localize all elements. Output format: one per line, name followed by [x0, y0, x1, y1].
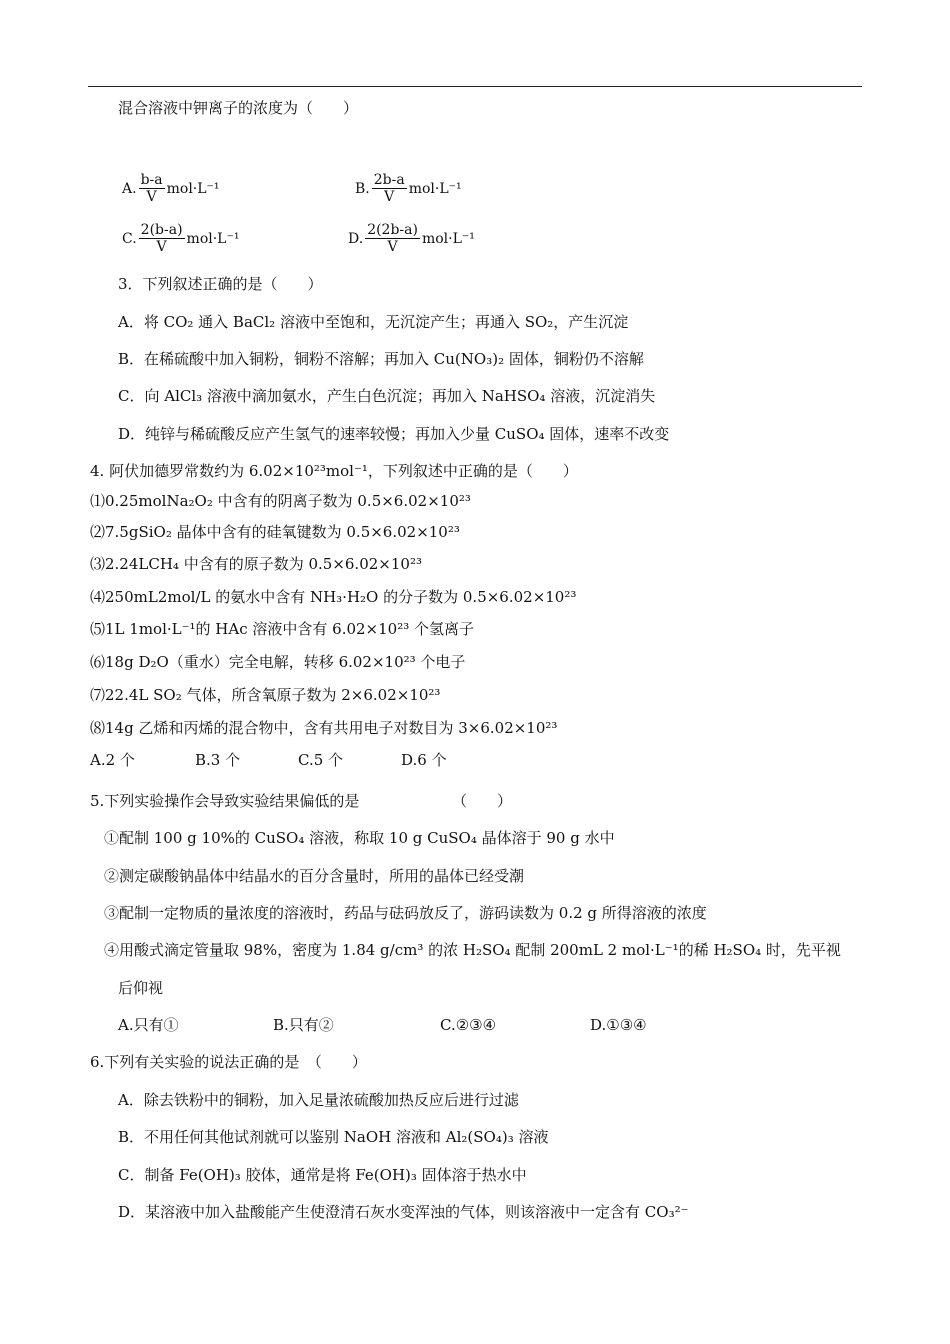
q3-option-b: B．在稀硫酸中加入铜粉，铜粉不溶解；再加入 Cu(NO₃)₂ 固体，铜粉仍不溶解	[118, 350, 644, 368]
q2-option-b: B. $\frac{2b-a}{V}$ mol·L⁻¹	[355, 172, 462, 205]
q4-item-8: ⑻14g 乙烯和丙烯的混合物中，含有共用电子对数目为 3×6.02×10²³	[90, 719, 558, 737]
q4-option-d: D.6 个	[401, 751, 447, 769]
q4-item-5: ⑸1L 1mol·L⁻¹的 HAc 溶液中含有 6.02×10²³ 个氢离子	[90, 620, 474, 638]
q6-option-b: B．不用任何其他试剂就可以鉴别 NaOH 溶液和 Al₂(SO₄)₃ 溶液	[118, 1128, 549, 1146]
q5-option-b: B.只有②	[273, 1016, 334, 1034]
q4-item-3: ⑶2.24LCH₄ 中含有的原子数为 0.5×6.02×10²³	[90, 555, 422, 573]
q4-item-2: ⑵7.5gSiO₂ 晶体中含有的硅氧键数为 0.5×6.02×10²³	[90, 523, 460, 541]
q5-item-3: ③配制一定物质的量浓度的溶液时，药品与砝码放反了，游码读数为 0.2 g 所得溶液的浓度	[104, 904, 707, 922]
q5-option-d: D.①③④	[590, 1016, 647, 1034]
q5-item-2: ②测定碳酸钠晶体中结晶水的百分含量时，所用的晶体已经受潮	[104, 867, 525, 885]
q4-item-4: ⑷250mL2mol/L 的氨水中含有 NH₃·H₂O 的分子数为 0.5×6.02×10²³	[90, 588, 577, 606]
q6-option-c: C．制备 Fe(OH)₃ 胶体，通常是将 Fe(OH)₃ 固体溶于热水中	[118, 1166, 527, 1184]
q4-options	[90, 749, 790, 771]
q3-option-a: A．将 CO₂ 通入 BaCl₂ 溶液中至饱和，无沉淀产生；再通入 SO₂，产生沉淀	[118, 313, 629, 331]
q2-option-d: D. $\frac{2(2b-a)}{V}$ mol·L⁻¹	[348, 222, 475, 255]
q5-stem: 5.下列实验操作会导致实验结果偏低的是	[90, 792, 360, 810]
q6-option-a: A．除去铁粉中的铜粉，加入足量浓硫酸加热反应后进行过滤	[118, 1091, 519, 1109]
q4-option-b: B.3 个	[195, 751, 241, 769]
q4-item-1: ⑴0.25molNa₂O₂ 中含有的阴离子数为 0.5×6.02×10²³	[90, 492, 471, 510]
q5-item-4-cont: 后仰视	[118, 979, 164, 997]
q4-item-7: ⑺22.4L SO₂ 气体，所含氧原子数为 2×6.02×10²³	[90, 686, 441, 704]
q3-stem: 3．下列叙述正确的是（ ）	[118, 275, 323, 293]
q2-option-c: C. $\frac{2(b-a)}{V}$ mol·L⁻¹	[122, 222, 240, 255]
q4-option-c: C.5 个	[298, 751, 344, 769]
q4-option-a: A.2 个	[90, 751, 135, 769]
q6-stem: 6.下列有关实验的说法正确的是 （ ）	[90, 1053, 367, 1071]
q3-option-c: C．向 AlCl₃ 溶液中滴加氨水，产生白色沉淀；再加入 NaHSO₄ 溶液，沉淀消失	[118, 387, 656, 405]
q2-stem: 混合溶液中钾离子的浓度为（ ）	[118, 99, 359, 117]
q5-stem-paren: （ ）	[452, 792, 513, 810]
q4-item-6: ⑹18g D₂O（重水）完全电解，转移 6.02×10²³ 个电子	[90, 653, 466, 671]
q2-option-a: A. $\frac{b-a}{V}$ mol·L⁻¹	[122, 172, 220, 205]
header-rule	[88, 86, 862, 87]
q6-option-d: D．某溶液中加入盐酸能产生使澄清石灰水变浑浊的气体，则该溶液中一定含有 CO₃²⁻	[118, 1203, 689, 1221]
q3-option-d: D．纯锌与稀硫酸反应产生氢气的速率较慢；再加入少量 CuSO₄ 固体，速率不改变	[118, 425, 670, 443]
q4-stem: 4. 阿伏加德罗常数约为 6.02×10²³mol⁻¹，下列叙述中正确的是（ ）	[90, 462, 578, 480]
q5-option-c: C.②③④	[440, 1016, 497, 1034]
q5-option-a: A.只有①	[118, 1016, 179, 1034]
q5-item-1: ①配制 100 g 10%的 CuSO₄ 溶液，称取 10 g CuSO₄ 晶体溶于 90 g 水中	[104, 829, 615, 847]
q5-options	[118, 1014, 818, 1036]
q5-item-4: ④用酸式滴定管量取 98%，密度为 1.84 g/cm³ 的浓 H₂SO₄ 配制 200mL 2 mol·L⁻¹的稀 H₂SO₄ 时，先平视	[104, 941, 841, 959]
